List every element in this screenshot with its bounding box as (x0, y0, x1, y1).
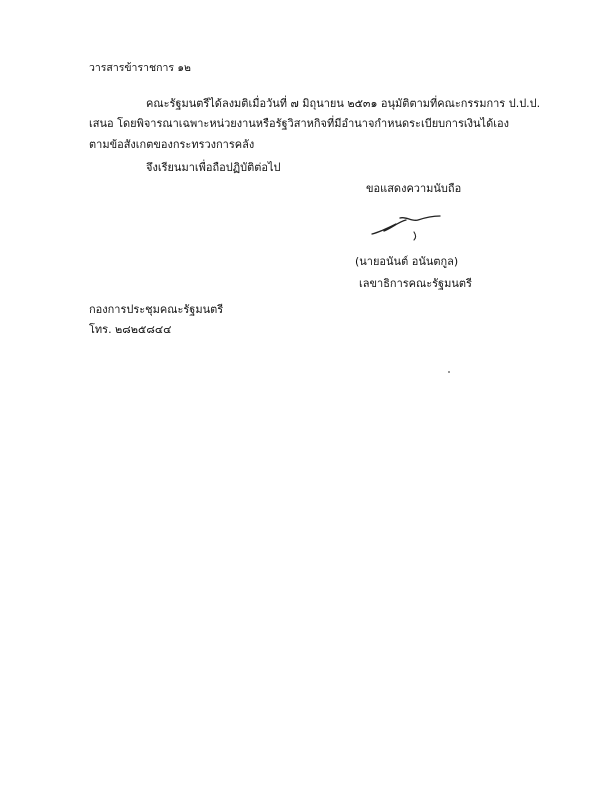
handwritten-signature (366, 208, 446, 248)
signatory-position: เลขาธิการคณะรัฐมนตรี (359, 277, 472, 290)
closing-salutation: ขอแสดงความนับถือ (366, 182, 462, 195)
scan-speck (448, 371, 450, 373)
telephone-number: โทร. ๒๘๒๕๘๔๔ (89, 323, 172, 336)
signatory-name: (นายอนันต์ อนันตกูล) (355, 255, 459, 268)
body-paragraph-line-3: ตามข้อสังเกตของกระทรวงการคลัง (89, 138, 255, 151)
department-name: กองการประชุมคณะรัฐมนตรี (89, 303, 224, 316)
body-paragraph-line-2: เสนอ โดยพิจารณาเฉพาะหน่วยงานหรือรัฐวิสาหกิจที่มีอำนาจกำหนดระเบียบการเงินได้เอง (89, 117, 509, 130)
letter-header: วารสารข้าราชการ ๑๒ (89, 62, 191, 74)
body-paragraph-line-1: คณะรัฐมนตรีได้ลงมติเมื่อวันที่ ๗ มิถุนายน ๒๕๓๑ อนุมัติตามที่คณะกรรมการ ป.ป.ป. (146, 97, 541, 110)
body-paragraph-2: จึงเรียนมาเพื่อถือปฏิบัติต่อไป (146, 161, 281, 174)
